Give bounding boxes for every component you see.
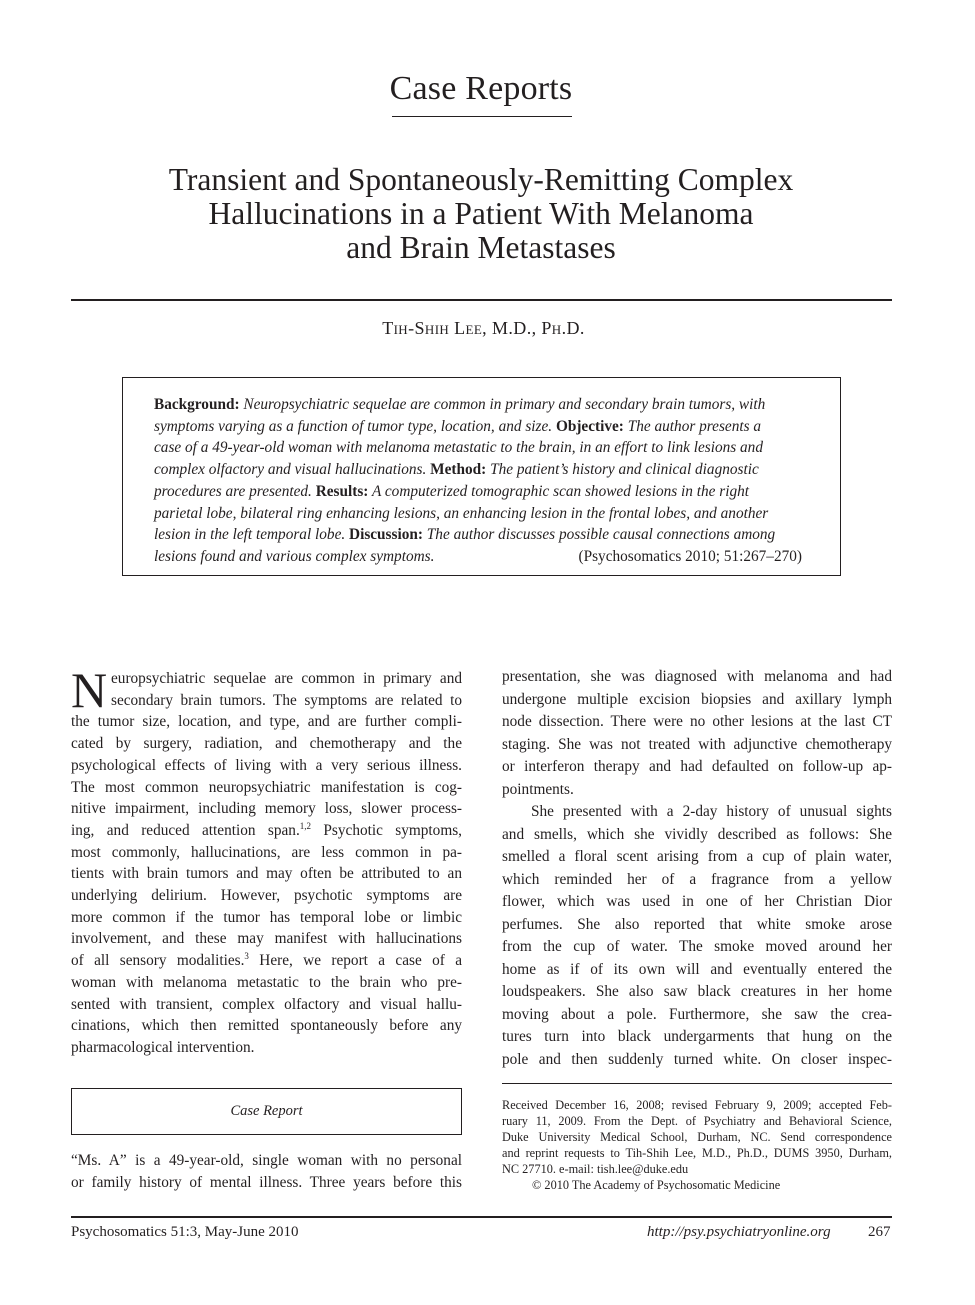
body-line: secondary brain tumors. The symptoms are related to [111, 691, 462, 709]
body-line: The most common neuropsychiatric manifestation is cog- [71, 778, 462, 796]
abstract-objective-label: Objective: [555, 417, 624, 435]
body-line: nitive impairment, including memory loss, slower process- [71, 800, 462, 818]
journal-citation: Psychosomatics 51:3, May-June 2010 [71, 1224, 299, 1240]
section-title: Case Reports [389, 70, 573, 107]
abstract-line: symptoms varying as a function of tumor type, location, and size. Objective: The author presents a [154, 417, 762, 435]
body-line: loudspeakers. She also saw black creatures in her home [502, 983, 892, 1000]
body-line: involvement, and these may manifest with hallucinations [71, 930, 462, 948]
abstract-line: case of a 49-year-old woman with melanoma metastatic to the brain, in an effort to link lesions and [154, 439, 763, 457]
body-line: smelled a floral scent arising from a cup of plain water, [502, 848, 892, 865]
abstract-line: lesion in the left temporal lobe. Discussion: The author discusses possible causal connections among [154, 526, 776, 544]
body-line: psychological effects of living with a very serious illness. [71, 756, 462, 774]
body-line: flower, which was used in one of her Christian Dior [502, 893, 892, 910]
footnote-line: NC 27710. e-mail: tish.lee@duke.edu [502, 1162, 689, 1176]
article-title [120, 163, 842, 265]
body-line: europsychiatric sequelae are common in primary and [111, 670, 462, 687]
footnote-divider [502, 1083, 892, 1084]
body-line: moving about a pole. Furthermore, she saw the crea- [502, 1005, 892, 1023]
page-number: 267 [868, 1224, 891, 1240]
body-line: home as if of its own will and eventually entered the [502, 960, 892, 978]
body-line: and smells, which she vividly described as follows: She [502, 825, 892, 843]
body-line: tients with brain tumors and may often be attributed to an [71, 865, 462, 883]
body-line: undergone multiple excision biopsies and axillary lymph [502, 690, 892, 708]
footnote-line: and reprint requests to Tih-Shih Lee, M.D., Ph.D., DUMS 3950, Durham, [502, 1146, 892, 1160]
footnote-line: ruary 11, 2009. From the Dept. of Psychiatry and Behavioral Science, [502, 1114, 892, 1128]
body-line: perfumes. She also reported that white smoke arose [502, 915, 892, 933]
body-line: cated by surgery, radiation, and chemotherapy and the [71, 735, 462, 753]
body-line: woman with melanoma metastatic to the brain who pre- [71, 973, 462, 991]
footnote-line: Received December 16, 2008; revised February 9, 2009; accepted Feb- [502, 1098, 892, 1112]
body-line: pole and then suddenly turned white. On closer inspec- [502, 1050, 892, 1068]
article-title-line: Hallucinations in a Patient With Melanoma [208, 196, 754, 231]
body-line: node dissection. There were no other lesions at the last CT [502, 713, 892, 730]
body-line: “Ms. A” is a 49-year-old, single woman with no personal [71, 1152, 462, 1169]
body-line: tures turn into black undergarments that hung on the [502, 1028, 892, 1045]
body-line: or interferon therapy and had defaulted on follow-up ap- [502, 758, 892, 775]
body-line: underlying delirium. However, psychotic symptoms are [71, 887, 462, 904]
body-line: presentation, she was diagnosed with melanoma and had [502, 668, 892, 685]
body-line: from the cup of water. The smoke moved around her [502, 938, 892, 955]
body-line: more common if the tumor has temporal lobe or limbic [71, 908, 462, 926]
body-line: most commonly, hallucinations, are less common in pa- [71, 843, 462, 861]
case-report-heading: Case Report [71, 1088, 462, 1135]
abstract-line: Background: Neuropsychiatric sequelae are common in primary and secondary brain tumors, with [154, 396, 766, 413]
header-divider [71, 299, 892, 301]
body-line: of all sensory modalities.$^3$ Here, we report a case of a [71, 951, 462, 970]
body-line: cinations, which then remitted spontaneously before any [71, 1017, 462, 1035]
body-line: the tumor size, location, and type, and are further compli- [71, 713, 462, 731]
copyright-line: © 2010 The Academy of Psychosomatic Medicine [532, 1178, 781, 1192]
abstract-method-label: Method: [430, 461, 487, 479]
reference-marker: 1,2 [299, 820, 312, 831]
article-title-line: and Brain Metastases [346, 230, 616, 265]
author-byline: Tih-Shih Lee, M.D., Ph.D. [382, 318, 585, 338]
abstract-results-label: Results: [315, 482, 369, 500]
section-title-underline [392, 116, 572, 117]
body-line: pointments. [502, 780, 574, 798]
body-line: which reminded her of a fragrance from a yellow [502, 870, 892, 888]
body-line: pharmacological intervention. [71, 1038, 255, 1056]
body-line: ing, and reduced attention span.$^{1,2}$ Psychotic symptoms, [71, 820, 463, 839]
footnote-line: Duke University Medical School, Durham, NC. Send correspondence [502, 1130, 892, 1144]
abstract-line: complex olfactory and visual hallucinations. Method: The patient’s history and clinical diagnostic [154, 461, 759, 479]
reference-marker: 3 [244, 951, 249, 962]
abstract-line: procedures are presented. Results: A computerized tomographic scan showed lesions in the right [154, 482, 749, 500]
article-title-line: Transient and Spontaneously-Remitting Complex [168, 162, 794, 197]
body-line: She presented with a 2-day history of unusual sights [531, 803, 892, 820]
abstract-box [122, 377, 841, 576]
abstract-line: lesions found and various complex symptoms. (Psychosomatics 2010; 51:267–270) [154, 546, 821, 568]
abstract-line: parietal lobe, bilateral ring enhancing lesions, an enhancing lesion in the frontal lobes, and another [154, 504, 769, 522]
body-line: sented with transient, complex olfactory and visual hallu- [71, 995, 462, 1013]
body-line: or family history of mental illness. Three years before this [71, 1173, 462, 1191]
abstract-background-label: Background: [154, 396, 240, 413]
abstract-discussion-label: Discussion: [349, 526, 423, 544]
drop-cap: N [71, 662, 108, 718]
footer-divider [71, 1216, 892, 1218]
journal-url-link[interactable]: http://psy.psychiatryonline.org [647, 1224, 831, 1240]
body-line: staging. She was not treated with adjunctive chemotherapy [502, 735, 892, 753]
abstract-citation: (Psychosomatics 2010; 51:267–270) [578, 547, 802, 565]
